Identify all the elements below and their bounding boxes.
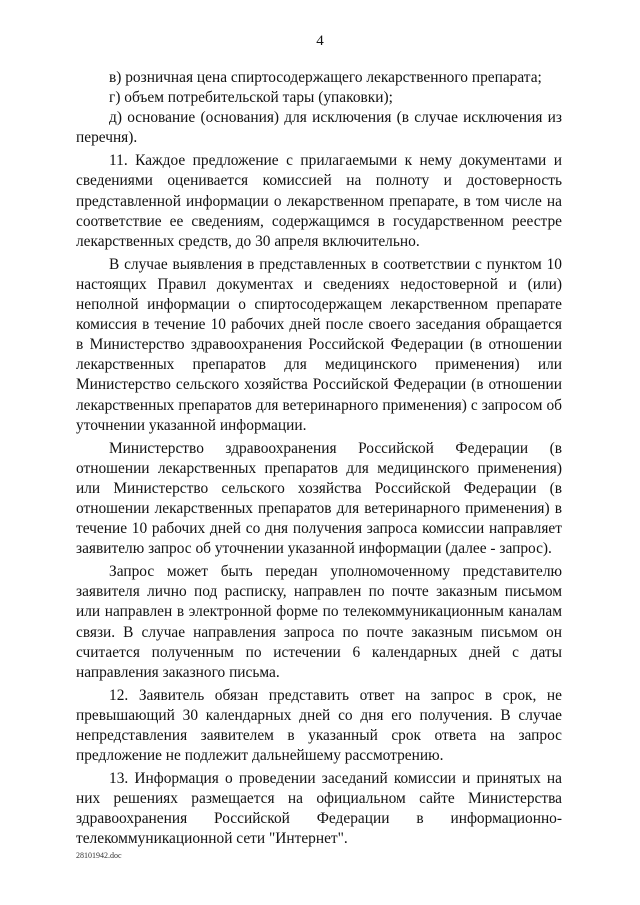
paragraph-item-d: д) основание (основания) для исключения (в случае исключения из перечня). — [76, 109, 562, 147]
paragraph-item-g: г) объем потребительской тары (упаковки); — [109, 89, 393, 107]
paragraph-clause-11-ministry-request: Министерство здравоохранения Российской Федерации (в отношении лекарственных препаратов для медицинского применения) или Министерство сельского хозяйства Российской Федерации (в отношении лекарственных препаратов для ветеринарного применения) в течение 10 рабочих дней со дня получения запроса комиссии направляет заявителю запрос об уточнении указанной информации (далее - запрос). — [76, 439, 562, 558]
document-file-code: 28101942.doc — [76, 851, 122, 860]
paragraph-clause-11-delivery: Запрос может быть передан уполномоченному представителю заявителя лично под расписку, направлен по почте заказным письмом или направлен в электронной форме по телекоммуникационным каналам связи. В случае направления запроса по почте заказным письмом он считается полученным по истечении 6 календарных дней с даты направления заказного письма. — [76, 563, 562, 681]
document-body — [76, 68, 562, 850]
paragraph-clause-11-verification: В случае выявления в представленных в соответствии с пунктом 10 настоящих Правил документах и сведениях недостоверной и (или) неполной информации о спиртосодержащем лекарственном препарате комиссия в течение 10 рабочих дней после своего заседания обращается в Министерство здравоохранения Российской Федерации (в отношении лекарственных препаратов для медицинского применения) или Министерство сельского хозяйства Российской Федерации (в отношении лекарственных препаратов для ветеринарного применения) с запросом об уточнении указанной информации. — [76, 255, 562, 434]
paragraph-clause-12: 12. Заявитель обязан представить ответ на запрос в срок, не превышающий 30 календарных дней со дня его получения. В случае непредставления заявителем в указанный срок ответа на запрос предложение не подлежит дальнейшему рассмотрению. — [76, 686, 562, 765]
paragraph-item-v: в) розничная цена спиртосодержащего лекарственного препарата; — [109, 69, 542, 86]
paragraph-clause-13: 13. Информация о проведении заседаний комиссии и принятых на них решениях размещается на официальном сайте Министерства здравоохранения Российской Федерации в информационно-телекоммуникационной сети "Интернет". — [76, 770, 562, 848]
page-number: 4 — [316, 33, 324, 49]
paragraph-clause-11: 11. Каждое предложение с прилагаемыми к нему документами и сведениями оценивается комиссией на полноту и достоверность представленной информации о лекарственном препарате, в том числе на соответствие ее сведениям, содержащимся в государственном реестре лекарственных средств, до 30 апреля включительно. — [76, 152, 562, 250]
